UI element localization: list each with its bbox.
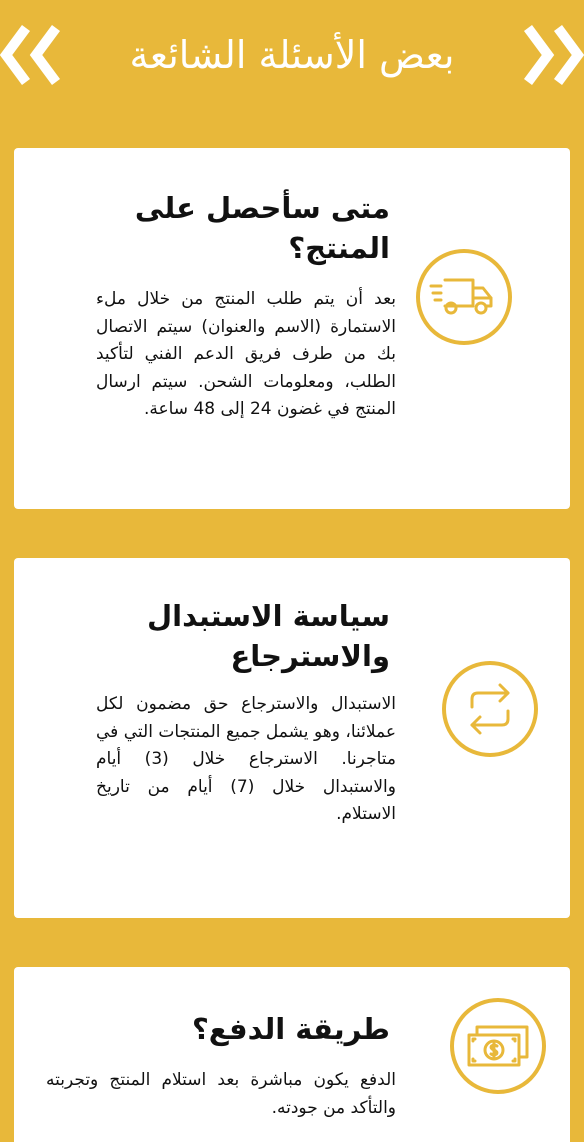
faq-title-line: والاسترجاع <box>230 639 390 673</box>
icon-circle <box>416 249 512 345</box>
faq-title-line: متى سأحصل على <box>134 191 390 225</box>
faq-card-delivery <box>14 148 570 509</box>
faq-card-returns <box>14 558 570 918</box>
faq-answer: الاستبدال والاسترجاع حق مضمون لكل عملائنا، وهو يشمل جميع المنتجات التي في متاجرنا. الاسترجاع خلال (3) أيام والاستبدال خلال (7) أيام من تاريخ الاستلام. <box>96 694 396 824</box>
faq-title-line: طريقة الدفع؟ <box>191 1012 390 1046</box>
faq-title-line: سياسة الاستبدال <box>146 599 390 633</box>
exchange-arrows-icon <box>460 681 520 737</box>
faq-question-title <box>130 1009 390 1049</box>
faq-title-line: المنتج؟ <box>288 231 390 265</box>
faq-answer: بعد أن يتم طلب المنتج من خلال ملء الاستمارة (الاسم والعنوان) سيتم الاتصال بك من طرف فريق الدعم الفني لتأكيد الطلب، ومعلومات الشحن. سيتم ارسال المنتج في غضون 24 إلى 48 ساعة. <box>96 289 396 419</box>
icon-circle <box>450 998 546 1094</box>
page-title: بعض الأسئلة الشائعة <box>129 33 455 77</box>
double-chevron-right-icon <box>516 22 584 88</box>
double-chevron-left-icon <box>0 22 68 88</box>
delivery-truck-icon <box>429 272 499 322</box>
faq-card-payment <box>14 967 570 1142</box>
icon-circle <box>442 661 538 757</box>
faq-question-title <box>130 188 390 268</box>
faq-answer: الدفع يكون مباشرة بعد استلام المنتج وتجربته والتأكد من جودته. <box>46 1070 396 1118</box>
cash-payment-icon <box>465 1021 531 1071</box>
page-header <box>0 0 584 110</box>
faq-question-title <box>120 596 390 676</box>
